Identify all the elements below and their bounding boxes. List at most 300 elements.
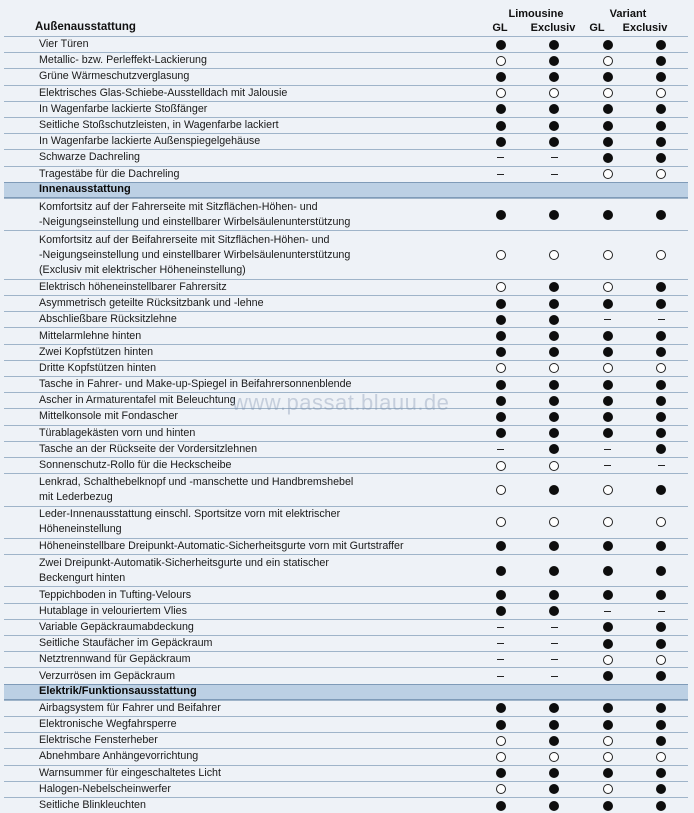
standard-dot-icon — [496, 412, 506, 422]
mark-cell — [581, 590, 635, 600]
table-row — [4, 311, 688, 327]
row-marks — [474, 752, 688, 762]
mark-cell — [635, 655, 689, 665]
standard-dot-icon — [656, 299, 666, 309]
standard-dot-icon — [549, 121, 559, 131]
optional-circle-icon — [496, 56, 506, 66]
row-marks — [474, 428, 688, 438]
table-row — [4, 554, 688, 586]
not-available-dash — [497, 449, 504, 450]
mark-cell — [581, 40, 635, 50]
row-marks — [474, 784, 688, 794]
row-label-line: Elektrische Fensterheber — [39, 734, 158, 747]
row-label-line: In Wagenfarbe lackierte Stoßfänger — [39, 102, 208, 115]
mark-cell — [581, 720, 635, 730]
table-row — [4, 36, 688, 52]
mark-cell — [581, 606, 635, 616]
standard-dot-icon — [603, 299, 613, 309]
row-marks — [474, 639, 688, 649]
standard-dot-icon — [603, 412, 613, 422]
table-row — [4, 781, 688, 797]
mark-cell — [474, 347, 528, 357]
standard-dot-icon — [549, 444, 559, 454]
row-label-line: In Wagenfarbe lackierte Außenspiegelgehäuse — [39, 135, 261, 148]
standard-dot-icon — [656, 639, 666, 649]
table-row — [4, 748, 688, 764]
mark-cell — [635, 784, 689, 794]
optional-circle-icon — [656, 363, 666, 373]
not-available-dash — [658, 611, 665, 612]
mark-cell — [581, 412, 635, 422]
standard-dot-icon — [496, 299, 506, 309]
table-row — [4, 441, 688, 457]
mark-cell — [635, 606, 689, 616]
table-row — [4, 716, 688, 732]
table-row — [4, 52, 688, 68]
mark-cell — [635, 56, 689, 66]
mark-cell — [635, 566, 689, 576]
mark-cell — [474, 331, 528, 341]
table-row — [4, 360, 688, 376]
mark-cell — [635, 720, 689, 730]
mark-cell — [474, 315, 528, 325]
row-label — [4, 361, 474, 376]
table-row — [4, 198, 688, 230]
standard-dot-icon — [656, 736, 666, 746]
mark-cell — [528, 56, 582, 66]
row-label-line: Schwarze Dachreling — [39, 151, 140, 164]
mark-cell — [528, 210, 582, 220]
mark-cell — [581, 331, 635, 341]
mark-cell — [635, 380, 689, 390]
row-label-line: Abnehmbare Anhängevorrichtung — [39, 750, 199, 763]
standard-dot-icon — [496, 396, 506, 406]
standard-dot-icon — [656, 40, 666, 50]
mark-cell — [474, 444, 528, 454]
not-available-dash — [604, 611, 611, 612]
row-label-line: Seitliche Staufächer im Gepäckraum — [39, 637, 213, 650]
mark-cell — [528, 137, 582, 147]
row-label — [4, 69, 474, 84]
row-marks — [474, 736, 688, 746]
mark-cell — [635, 485, 689, 495]
mark-cell — [474, 210, 528, 220]
col-limousine-gl: GL — [492, 22, 508, 34]
not-available-dash — [604, 319, 611, 320]
mark-cell — [581, 363, 635, 373]
standard-dot-icon — [603, 137, 613, 147]
row-label-line: Leder-Innenausstattung einschl. Sportsitze vorn mit elektrischer — [39, 508, 341, 521]
row-label-line: Lenkrad, Schalthebelknopf und -manschette und Handbremshebel — [39, 475, 354, 488]
mark-cell — [528, 428, 582, 438]
standard-dot-icon — [656, 210, 666, 220]
not-available-dash — [497, 676, 504, 677]
mark-cell — [635, 40, 689, 50]
mark-cell — [635, 768, 689, 778]
mark-cell — [581, 428, 635, 438]
table-row — [4, 457, 688, 473]
col-limousine-exclusiv: Exclusiv — [530, 22, 576, 34]
standard-dot-icon — [656, 282, 666, 292]
optional-circle-icon — [603, 752, 613, 762]
mark-cell — [635, 363, 689, 373]
row-marks — [474, 137, 688, 147]
table-header — [4, 6, 688, 36]
row-marks — [474, 56, 688, 66]
mark-cell — [474, 784, 528, 794]
row-label-line: Höheneinstellung — [39, 523, 122, 536]
group-variant: Variant — [609, 8, 647, 20]
table-row — [4, 797, 688, 813]
standard-dot-icon — [603, 768, 613, 778]
standard-dot-icon — [603, 396, 613, 406]
table-row — [4, 700, 688, 716]
not-available-dash — [497, 157, 504, 158]
row-label-line: Warnsummer für eingeschaltetes Licht — [39, 766, 221, 779]
standard-dot-icon — [603, 331, 613, 341]
standard-dot-icon — [603, 801, 613, 811]
standard-dot-icon — [549, 768, 559, 778]
mark-cell — [528, 412, 582, 422]
row-marks — [474, 606, 688, 616]
standard-dot-icon — [549, 428, 559, 438]
mark-cell — [635, 331, 689, 341]
mark-cell — [635, 622, 689, 632]
standard-dot-icon — [656, 412, 666, 422]
row-label — [4, 329, 474, 344]
mark-cell — [528, 363, 582, 373]
mark-cell — [528, 40, 582, 50]
standard-dot-icon — [496, 40, 506, 50]
table-row — [4, 603, 688, 619]
row-marks — [474, 517, 688, 527]
row-label-line: Seitliche Stoßschutzleisten, in Wagenfarbe lackiert — [39, 119, 279, 132]
mark-cell — [528, 703, 582, 713]
table-body — [4, 36, 688, 813]
row-label-line: Zwei Dreipunkt-Automatik-Sicherheitsgurte und ein statischer — [39, 556, 329, 569]
row-label-line: Komfortsitz auf der Fahrerseite mit Sitzflächen-Höhen- und — [39, 200, 318, 213]
mark-cell — [474, 169, 528, 179]
row-label — [4, 200, 474, 230]
row-marks — [474, 396, 688, 406]
mark-cell — [635, 590, 689, 600]
row-label — [4, 102, 474, 117]
table-row — [4, 327, 688, 343]
mark-cell — [474, 72, 528, 82]
section-title: Innenausstattung — [39, 183, 131, 196]
row-label-line: Elektrisches Glas-Schiebe-Ausstelldach mit Jalousie — [39, 86, 288, 99]
mark-cell — [474, 412, 528, 422]
row-label-line: (Exclusiv mit elektrischer Höheneinstellung) — [39, 263, 246, 276]
standard-dot-icon — [549, 347, 559, 357]
standard-dot-icon — [603, 622, 613, 632]
mark-cell — [635, 461, 689, 471]
mark-cell — [474, 485, 528, 495]
row-label — [4, 766, 474, 781]
row-label — [4, 134, 474, 149]
standard-dot-icon — [496, 541, 506, 551]
standard-dot-icon — [549, 541, 559, 551]
mark-cell — [474, 88, 528, 98]
standard-dot-icon — [549, 72, 559, 82]
mark-cell — [581, 396, 635, 406]
mark-cell — [581, 736, 635, 746]
optional-circle-icon — [603, 784, 613, 794]
mark-cell — [635, 282, 689, 292]
standard-dot-icon — [603, 566, 613, 576]
standard-dot-icon — [603, 104, 613, 114]
not-available-dash — [551, 643, 558, 644]
mark-cell — [528, 517, 582, 527]
row-label-line: Tragestäbe für die Dachreling — [39, 167, 180, 180]
row-label-line: Airbagsystem für Fahrer und Beifahrer — [39, 701, 221, 714]
mark-cell — [528, 655, 582, 665]
mark-cell — [581, 671, 635, 681]
mark-cell — [581, 88, 635, 98]
standard-dot-icon — [549, 210, 559, 220]
standard-dot-icon — [549, 104, 559, 114]
standard-dot-icon — [603, 40, 613, 50]
optional-circle-icon — [549, 363, 559, 373]
standard-dot-icon — [656, 768, 666, 778]
mark-cell — [581, 784, 635, 794]
standard-dot-icon — [496, 380, 506, 390]
optional-circle-icon — [656, 250, 666, 260]
mark-cell — [528, 622, 582, 632]
standard-dot-icon — [656, 801, 666, 811]
mark-cell — [474, 396, 528, 406]
mark-cell — [635, 412, 689, 422]
standard-dot-icon — [656, 590, 666, 600]
optional-circle-icon — [656, 517, 666, 527]
optional-circle-icon — [496, 363, 506, 373]
standard-dot-icon — [496, 720, 506, 730]
row-label — [4, 701, 474, 716]
mark-cell — [474, 606, 528, 616]
mark-cell — [581, 622, 635, 632]
standard-dot-icon — [603, 720, 613, 730]
row-label — [4, 604, 474, 619]
optional-circle-icon — [496, 517, 506, 527]
row-label-line: Türablagekästen vorn und hinten — [39, 426, 196, 439]
row-label-line: Asymmetrisch geteilte Rücksitzbank und -lehne — [39, 297, 264, 310]
mark-cell — [581, 104, 635, 114]
row-label-line: Zwei Kopfstützen hinten — [39, 345, 154, 358]
mark-cell — [474, 121, 528, 131]
mark-cell — [635, 801, 689, 811]
mark-cell — [528, 606, 582, 616]
mark-cell — [635, 315, 689, 325]
not-available-dash — [604, 449, 611, 450]
mark-cell — [474, 752, 528, 762]
row-marks — [474, 720, 688, 730]
mark-cell — [474, 566, 528, 576]
row-label — [4, 426, 474, 441]
mark-cell — [581, 380, 635, 390]
standard-dot-icon — [549, 56, 559, 66]
mark-cell — [474, 801, 528, 811]
mark-cell — [528, 169, 582, 179]
standard-dot-icon — [603, 380, 613, 390]
section-header — [4, 684, 688, 700]
standard-dot-icon — [496, 104, 506, 114]
optional-circle-icon — [496, 282, 506, 292]
standard-dot-icon — [656, 444, 666, 454]
mark-cell — [581, 768, 635, 778]
row-label-line: Mittelarmlehne hinten — [39, 329, 142, 342]
not-available-dash — [551, 676, 558, 677]
mark-cell — [581, 461, 635, 471]
mark-cell — [528, 752, 582, 762]
optional-circle-icon — [549, 250, 559, 260]
row-label-line: Sonnenschutz-Rollo für die Heckscheibe — [39, 459, 232, 472]
not-available-dash — [551, 157, 558, 158]
mark-cell — [635, 703, 689, 713]
row-label-line: mit Lederbezug — [39, 490, 113, 503]
mark-cell — [581, 250, 635, 260]
optional-circle-icon — [603, 363, 613, 373]
table-row — [4, 149, 688, 165]
row-label — [4, 233, 474, 278]
not-available-dash — [551, 174, 558, 175]
mark-cell — [635, 169, 689, 179]
mark-cell — [581, 315, 635, 325]
standard-dot-icon — [656, 428, 666, 438]
mark-cell — [528, 736, 582, 746]
row-label-line: Elektrisch höheneinstellbarer Fahrersitz — [39, 280, 227, 293]
row-marks — [474, 541, 688, 551]
row-label-line: Komfortsitz auf der Beifahrerseite mit Sitzflächen-Höhen- und — [39, 233, 330, 246]
mark-cell — [528, 121, 582, 131]
mark-cell — [528, 315, 582, 325]
mark-cell — [581, 153, 635, 163]
mark-cell — [635, 347, 689, 357]
standard-dot-icon — [656, 541, 666, 551]
row-label — [4, 620, 474, 635]
table-row — [4, 133, 688, 149]
mark-cell — [528, 566, 582, 576]
standard-dot-icon — [656, 720, 666, 730]
standard-dot-icon — [549, 736, 559, 746]
section-header — [4, 182, 688, 198]
not-available-dash — [551, 627, 558, 628]
standard-dot-icon — [549, 412, 559, 422]
mark-cell — [528, 541, 582, 551]
group-limousine: Limousine — [508, 8, 564, 20]
mark-cell — [581, 566, 635, 576]
standard-dot-icon — [549, 566, 559, 576]
mark-cell — [528, 768, 582, 778]
row-marks — [474, 210, 688, 220]
standard-dot-icon — [603, 639, 613, 649]
mark-cell — [581, 655, 635, 665]
mark-cell — [581, 121, 635, 131]
standard-dot-icon — [656, 703, 666, 713]
not-available-dash — [497, 659, 504, 660]
standard-dot-icon — [656, 153, 666, 163]
mark-cell — [635, 639, 689, 649]
mark-cell — [635, 88, 689, 98]
standard-dot-icon — [549, 703, 559, 713]
standard-dot-icon — [549, 299, 559, 309]
optional-circle-icon — [496, 250, 506, 260]
optional-circle-icon — [496, 88, 506, 98]
mark-cell — [474, 720, 528, 730]
mark-cell — [581, 541, 635, 551]
standard-dot-icon — [549, 380, 559, 390]
mark-cell — [581, 169, 635, 179]
mark-cell — [635, 121, 689, 131]
mark-cell — [581, 56, 635, 66]
standard-dot-icon — [549, 40, 559, 50]
mark-cell — [528, 72, 582, 82]
optional-circle-icon — [603, 517, 613, 527]
mark-cell — [635, 428, 689, 438]
mark-cell — [635, 137, 689, 147]
row-label-line: Elektronische Wegfahrsperre — [39, 718, 177, 731]
mark-cell — [635, 671, 689, 681]
optional-circle-icon — [656, 655, 666, 665]
col-variant-gl: GL — [589, 22, 605, 34]
standard-dot-icon — [496, 801, 506, 811]
standard-dot-icon — [549, 331, 559, 341]
row-label-line: Dritte Kopfstützen hinten — [39, 361, 157, 374]
standard-dot-icon — [656, 784, 666, 794]
mark-cell — [581, 137, 635, 147]
table-row — [4, 166, 688, 182]
mark-cell — [581, 517, 635, 527]
row-marks — [474, 299, 688, 309]
table-row — [4, 538, 688, 554]
row-marks — [474, 72, 688, 82]
row-label — [4, 507, 474, 537]
mark-cell — [528, 282, 582, 292]
mark-cell — [635, 153, 689, 163]
row-marks — [474, 671, 688, 681]
row-marks — [474, 104, 688, 114]
row-marks — [474, 590, 688, 600]
mark-cell — [474, 282, 528, 292]
optional-circle-icon — [496, 485, 506, 495]
optional-circle-icon — [496, 752, 506, 762]
mark-cell — [528, 801, 582, 811]
table-row — [4, 667, 688, 683]
standard-dot-icon — [549, 606, 559, 616]
standard-dot-icon — [496, 428, 506, 438]
standard-dot-icon — [656, 104, 666, 114]
mark-cell — [474, 590, 528, 600]
mark-cell — [474, 703, 528, 713]
standard-dot-icon — [656, 380, 666, 390]
row-label-line: Grüne Wärmeschutzverglasung — [39, 70, 190, 83]
standard-dot-icon — [496, 347, 506, 357]
not-available-dash — [658, 319, 665, 320]
row-marks — [474, 485, 688, 495]
mark-cell — [474, 104, 528, 114]
row-label-line: Halogen-Nebelscheinwerfer — [39, 782, 171, 795]
row-label — [4, 312, 474, 327]
row-label — [4, 458, 474, 473]
table-row — [4, 506, 688, 538]
row-marks — [474, 412, 688, 422]
mark-cell — [474, 40, 528, 50]
standard-dot-icon — [603, 541, 613, 551]
mark-cell — [528, 671, 582, 681]
standard-dot-icon — [496, 210, 506, 220]
standard-dot-icon — [549, 720, 559, 730]
mark-cell — [635, 250, 689, 260]
row-label — [4, 150, 474, 165]
